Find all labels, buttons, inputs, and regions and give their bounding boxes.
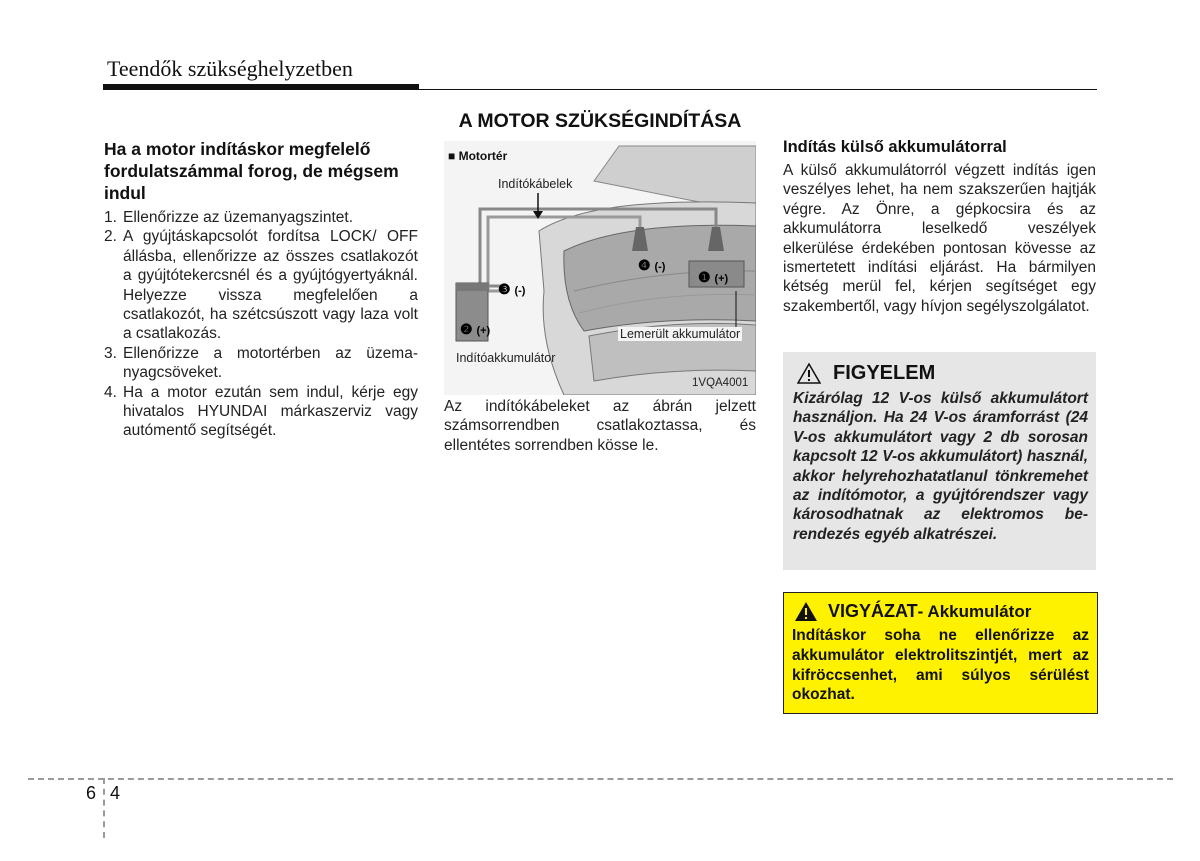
warning-text: Kizárólag 12 V-os külső akkumulátort használjon. Ha 24 V-os áramforrást (24 V-os akkumulátort vagy 2 db sorosan kapcsolt 12 V-os akkumulátort) használ, akkor helyrehozhatatlanul tönkremehet az indítómotor, a gyújtórendszer vagy károsodhatnak az elektromos berendezés egyéb alkatrészei. xyxy=(793,390,1088,543)
marker-number: ❹ xyxy=(638,257,651,273)
warning-title: FIGYELEM xyxy=(833,362,936,384)
warning-triangle-icon xyxy=(797,363,821,384)
caution-subtitle: - Akkumulátor xyxy=(917,601,1032,621)
marker-sign: (-) xyxy=(654,261,666,273)
marker-number: ❸ xyxy=(498,281,511,297)
marker-4 xyxy=(638,257,665,274)
footer-vertical-divider xyxy=(103,778,105,838)
step-number: 3. xyxy=(104,344,117,362)
cables-label: Indítókábelek xyxy=(498,177,573,191)
marker-1 xyxy=(698,269,728,286)
footer-divider xyxy=(28,778,1173,780)
step-text: A gyújtáskapcsolót fordítsa LOCK/ OFF állásba, ellenőrizze az összes csatlakozót a gyújtótekercsnél és a gyújtógyertyáknál. Helyezze vissza megfelelően a csatlakozót, ha szétcsúszott vagy laza volt a csatlakozás. xyxy=(123,228,418,343)
marker-number: ❷ xyxy=(460,321,473,337)
section-heading: A MOTOR SZÜKSÉGINDÍTÁSA xyxy=(458,110,742,132)
caution-box xyxy=(783,592,1098,714)
step-number: 4. xyxy=(104,383,117,401)
header-rule xyxy=(419,89,1097,90)
left-heading: Ha a motor indításkor megfelelő fordulatszámmal forog, de mégsem indul xyxy=(104,139,399,203)
marker-sign: (+) xyxy=(714,273,729,285)
warning-title-row xyxy=(797,362,1088,385)
list-item xyxy=(104,383,418,441)
list-item xyxy=(104,227,418,343)
step-text: Ellenőrizze a motortérben az üzemanyagcsöveket. xyxy=(123,344,418,382)
step-number: 1. xyxy=(104,209,117,226)
figure-section-label: ■ Motortér xyxy=(448,149,508,163)
step-number: 2. xyxy=(104,228,117,246)
caution-triangle-icon xyxy=(794,601,818,622)
list-item xyxy=(104,344,418,383)
chapter-number: 6 xyxy=(86,783,97,803)
dead-battery-label: Lemerült akkumulátor xyxy=(620,327,741,341)
marker-2 xyxy=(460,321,490,338)
caution-title-row xyxy=(794,601,1089,622)
left-column xyxy=(104,138,418,441)
right-column xyxy=(783,138,1096,316)
page-header-title: Teendők szükséghelyzetben xyxy=(107,56,353,81)
caution-title: VIGYÁZAT xyxy=(828,601,918,621)
marker-number: ❶ xyxy=(698,269,711,285)
list-item xyxy=(104,208,418,227)
right-heading: Indítás külső akkumulátorral xyxy=(783,138,1007,156)
marker-3 xyxy=(498,281,525,298)
engine-bay-figure xyxy=(444,141,756,395)
caution-text: Indításkor soha ne ellenőrizze az akkumulátor elektrolitszintjét, mert az kifröccsenhet, ami súlyos sérülést okozhat. xyxy=(792,627,1089,704)
figure-code: 1VQA4001 xyxy=(692,377,749,389)
page-number: 4 xyxy=(110,783,121,803)
step-text: Ellenőrizze az üzemanyagszintet. xyxy=(123,209,354,226)
marker-sign: (+) xyxy=(476,325,491,337)
marker-sign: (-) xyxy=(514,285,526,297)
booster-battery-label: Indítóakkumulátor xyxy=(456,351,556,365)
step-text: Ha a motor ezután sem indul, kérje egy hivatalos HYUNDAI márkaszerviz vagy autómentő segítségét. xyxy=(123,383,418,440)
header-bar xyxy=(103,84,419,90)
right-paragraph: A külső akkumulátorról végzett indítás igen veszélyes lehet, ha nem szakszerűen hajtják végre. Az Önre, a gépkocsira és az akkumulátorra leselkedő veszélyek elkerülése érdekében pontosan kövesse az ismertetett indítási eljárást. Ha bármilyen kétség merül fel, kérjen segítséget egy szakembertől, vagy hívjon segélyszolgálatot. xyxy=(783,162,1096,315)
warning-box xyxy=(783,352,1096,570)
figure-caption: Az indítókábeleket az ábrán jelzett számsorrendben csatlakoztassa, és ellentétes sorrendben kösse le. xyxy=(444,398,756,454)
steps-list xyxy=(104,208,418,441)
